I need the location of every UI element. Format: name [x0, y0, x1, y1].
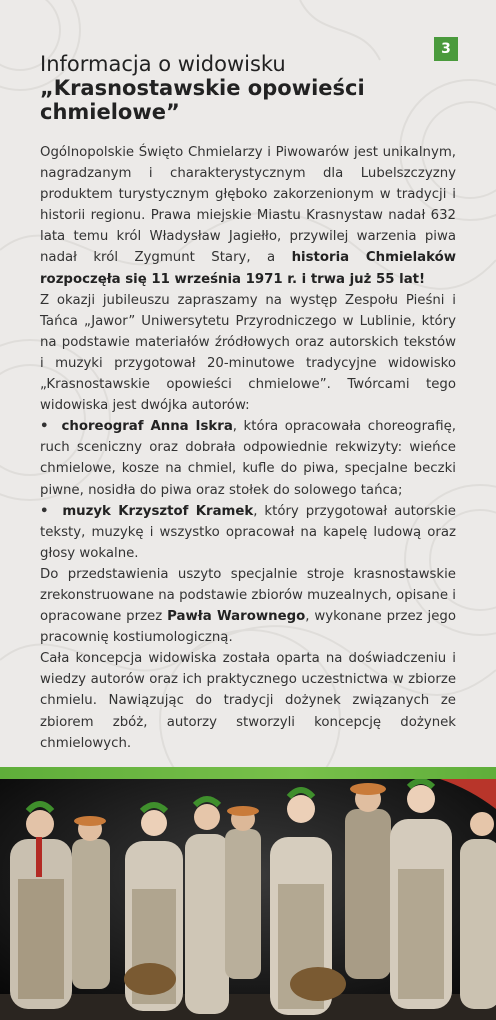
musician-text: , który przygotował autorskie teksty, muzykę i wszystko opracował na kapelę ludową oraz głosy wokalne.: [40, 503, 456, 561]
page-number-badge: 3: [434, 37, 458, 61]
costume-designer-name: Pawła Warownego: [167, 609, 306, 625]
article-body: [40, 142, 456, 754]
choreographer-name: choreograf Anna Iskra: [61, 419, 233, 435]
title-line-1: Informacja o widowisku: [40, 52, 286, 76]
folk-dancers-photo: [0, 779, 496, 1020]
dancers-illustration: [0, 779, 496, 1020]
musician-name: muzyk Krzysztof Kramek: [62, 503, 254, 519]
paragraph-costumes: [40, 564, 456, 648]
title-line-3: chmielowe”: [40, 100, 180, 124]
bullet-icon: •: [40, 503, 49, 519]
bullet-choreographer: [40, 416, 456, 500]
choreographer-text: , która opracowała choreografię, ruch sceniczny oraz dobrała odpowiednie rekwizyty: wieńce chmielowe, kosze na chmiel, kufle do piwa, specjalne beczki piwne, nosidła do piwa oraz stołek do solowego tańca;: [40, 419, 456, 498]
intro-highlight: historia Chmielaków rozpoczęła się 11 września 1971 r. i trwa już 55 lat!: [40, 250, 457, 287]
page-title: [40, 52, 460, 124]
bullet-icon: •: [40, 419, 49, 435]
paragraph-concept: Cała koncepcja widowiska została oparta na doświadczeniu i wiedzy autorów oraz ich praktycznego uczestnictwa w zbiorze chmielu. Nawiązując do tradycji dożynek związanych ze zbiorem zbóż, autorzy stworzyli koncepcję dożynek chmielowych.: [40, 651, 456, 751]
costumes-text-2: , wykonane przez jego pracownię kostiumologiczną.: [40, 609, 456, 646]
title-line-2: „Krasnostawskie opowieści: [40, 76, 365, 100]
paragraph-intro: [40, 142, 456, 290]
intro-text: Ogólnopolskie Święto Chmielarzy i Piwowarów jest unikalnym, nagradzanym i charakterystycznym dla Lubelszczyzny produktem turystycznym głęboko zakorzenionym w tradycji i historii regionu. Prawa miejskie Miastu Krasnystaw nadał 632 lata temu król Władysław Jagiełło, przywilej warzenia piwa nadał król Zygmunt Stary, a: [40, 145, 456, 266]
bullet-musician: [40, 501, 456, 564]
costumes-text-1: Do przedstawienia uszyto specjalnie stroje krasnostawskie zrekonstruowane na podstawie zbiorów muzealnych, opisane i opracowane przez: [40, 566, 456, 625]
paragraph-jubilee: Z okazji jubileuszu zapraszamy na występ Zespołu Pieśni i Tańca „Jawor” Uniwersytetu Przyrodniczego w Lublinie, który na podstawie materiałów źródłowych oraz autorskich tekstów i muzyki przygotował 20-minutowe tradycyjne widowisko „Krasnostawskie opowieści chmielowe”. Twórcami tego widowiska jest dwójka autorów:: [40, 292, 456, 414]
